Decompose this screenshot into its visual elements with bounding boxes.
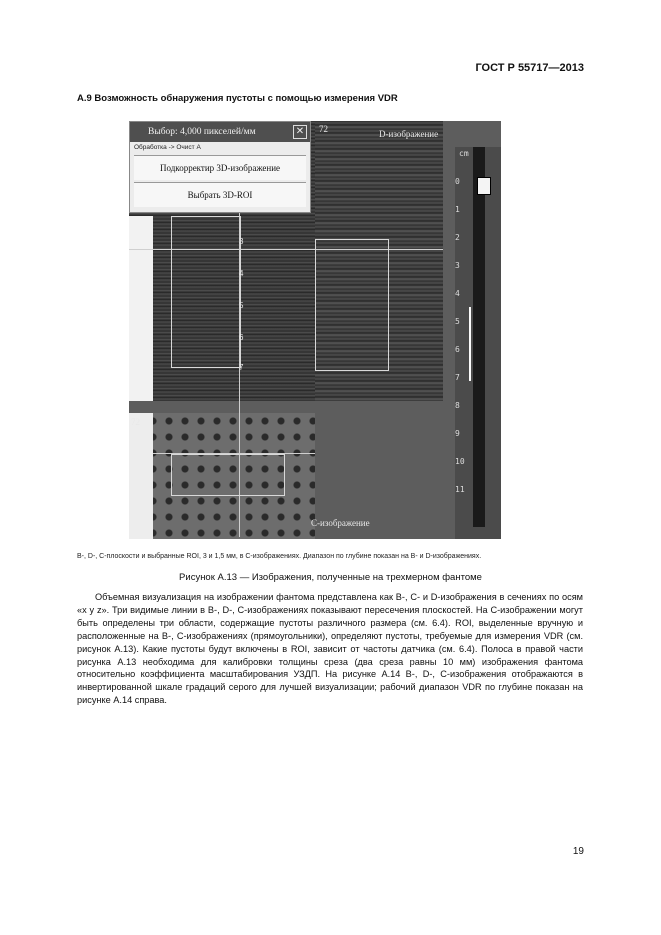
scale-tick: 8 <box>455 401 460 410</box>
scale-tick: 2 <box>455 233 460 242</box>
depth-scale <box>455 147 501 539</box>
section-title: А.9 Возможность обнаружения пустоты с помощью измерения VDR <box>77 93 398 104</box>
select-3d-roi-button[interactable]: Выбрать 3D-ROI <box>134 182 306 207</box>
scale-tick: 10 <box>455 457 465 466</box>
figure-legend: B-, D-, C-плоскости и выбранные ROI, 3 и 1,5 мм, в C-изображениях. Диапазон по глубине показан на B- и D-изображениях. <box>77 553 482 560</box>
scale-tick: 0 <box>455 177 460 186</box>
standard-header: ГОСТ Р 55717—2013 <box>475 62 584 74</box>
selection-dialog <box>129 121 311 213</box>
dialog-title-bar <box>130 122 310 142</box>
figure-caption: Рисунок А.13 — Изображения, полученные на трехмерном фантоме <box>179 572 482 583</box>
dialog-title: Выбор: 4,000 пикселей/мм <box>148 127 256 137</box>
scale-tick: 9 <box>455 429 460 438</box>
roi-rectangle-b[interactable] <box>171 216 244 368</box>
c-image-label: C-изображение <box>311 518 370 528</box>
roi-rectangle-c[interactable] <box>171 454 285 496</box>
close-icon[interactable]: ✕ <box>293 125 307 139</box>
scale-tick: 7 <box>455 373 460 382</box>
slice-marker[interactable] <box>477 177 491 195</box>
scale-tick: 4 <box>455 289 460 298</box>
page-number: 19 <box>572 846 584 857</box>
d-image-label: D-изображение <box>379 129 439 139</box>
body-paragraph: Объемная визуализация на изображении фантома представлена как B-, C- и D-изображения в сечениях по осям «x y z». Три видимые линии в B-, D-, C-изображениях показывают пересечения плоскостей. На C-изображении могут быть определены три области, содержащие пустоты различного размера (см. 6.4). ROI, выделенные вручную и расположенные на B-, C-изображениях (прямоугольники), определяют пустоты, требуемые для измерения VDR (см. рисунок А.13). Какие пустоты будут включены в ROI, зависит от частоты датчика (см. 6.4). Полоса в правой части рисунка А.13 необходима для калибровки толщины среза (два среза равны 10 мм) изображения фантома относительно коэффициента масштабирования УЗДП. На рисунке А.14 B-, D-, C-изображения отображаются в инвертированной шкале градаций серого для лучшей визуализации; рабочий диапазон VDR по глубине показан на рисунке А.14 справа. <box>77 592 583 706</box>
dialog-breadcrumb: Обработка -> Очист A <box>134 144 201 151</box>
calibration-strip <box>473 147 485 527</box>
roi-number: 6 <box>239 333 244 342</box>
depth-range-arrow <box>469 307 471 381</box>
scale-tick: 5 <box>455 317 460 326</box>
adjust-3d-image-button[interactable]: Подкорректир 3D-изображение <box>134 155 306 180</box>
c-image-blank-region <box>129 413 153 539</box>
c-image-number: 72 <box>131 417 140 427</box>
b-image-number: 72 <box>319 124 328 134</box>
roi-rectangle-d[interactable] <box>315 239 389 371</box>
roi-number: 3 <box>239 237 244 246</box>
scale-tick: 6 <box>455 345 460 354</box>
roi-number: 7 <box>239 363 244 372</box>
ultrasound-figure <box>129 121 501 539</box>
scale-unit: cm <box>459 149 469 158</box>
roi-number: 5 <box>239 301 244 310</box>
roi-number: 4 <box>239 269 244 278</box>
scale-tick: 1 <box>455 205 460 214</box>
scale-tick: 11 <box>455 485 465 494</box>
scale-tick: 3 <box>455 261 460 270</box>
b-image-blank-region <box>129 216 153 401</box>
